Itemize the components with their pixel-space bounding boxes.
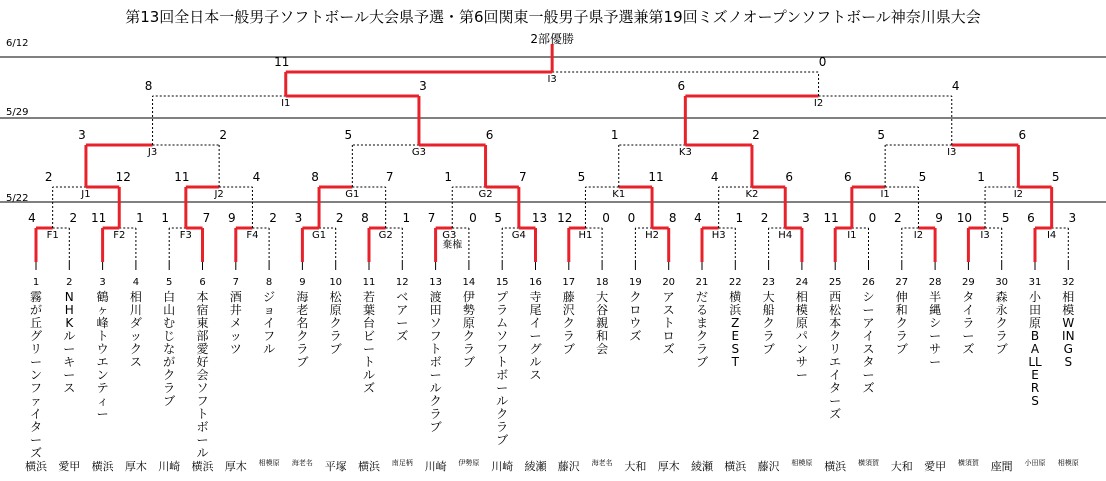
team-number: 28: [928, 277, 942, 288]
team-city: 横須賀: [858, 459, 879, 467]
team-entry: [29, 276, 43, 460]
team-number: 18: [595, 277, 609, 288]
team-name: 本宿東部愛好会ソフトボール: [196, 290, 209, 460]
game-label: G1: [345, 189, 360, 200]
team-name: 相模原パンサー: [795, 290, 808, 382]
game-label: J3: [147, 147, 158, 158]
team-name: だるまクラブ: [695, 290, 708, 369]
team-name: 大船クラブ: [762, 290, 775, 356]
team-number: 16: [529, 277, 542, 288]
score: 11: [90, 211, 107, 225]
team-number: 10: [329, 277, 343, 288]
team-city: 厚木: [657, 460, 680, 473]
team-city: 綾瀬: [691, 460, 713, 473]
score: 4: [252, 170, 261, 184]
score: 9: [227, 211, 236, 225]
game-label: G1: [311, 230, 327, 241]
team-name: 相模WINGS: [1062, 290, 1075, 369]
game-label: I4: [1046, 230, 1057, 241]
team-number: 29: [962, 277, 975, 288]
team-name: 大谷親和会: [596, 290, 609, 356]
team-entry: [329, 276, 343, 356]
team-number: 8: [265, 277, 273, 288]
score: 2: [219, 128, 227, 142]
score: 8: [144, 79, 153, 93]
team-city: 横浜: [724, 460, 747, 473]
team-number: 19: [629, 277, 642, 288]
score: 7: [427, 211, 436, 225]
score: 2: [69, 211, 78, 225]
team-name: 相川ダックス: [129, 290, 142, 369]
score: 5: [577, 170, 586, 184]
game-label: G4: [511, 230, 526, 241]
team-name: 白山むじながクラブ: [163, 290, 176, 408]
score: 3: [1068, 211, 1077, 225]
team-entry: [129, 276, 143, 369]
score: 4: [28, 211, 36, 225]
team-number: 30: [995, 277, 1009, 288]
game-label: K2: [745, 189, 759, 200]
team-entry: [1061, 276, 1075, 369]
score: 1: [402, 211, 411, 225]
score: 1: [444, 170, 453, 184]
team-name: 半縄シーサー: [929, 290, 942, 369]
score: 6: [1027, 211, 1035, 225]
score: 12: [115, 170, 131, 184]
team-entry: [295, 276, 309, 369]
game-label: I1: [880, 189, 890, 200]
score: 0: [818, 55, 827, 69]
team-city: 小田原: [1024, 459, 1046, 467]
team-number: 2: [66, 277, 73, 288]
score: 4: [710, 170, 719, 184]
team-city: 相模原: [791, 459, 813, 467]
score: 5: [918, 170, 927, 184]
team-entry: [795, 276, 809, 382]
team-name: 小田原BALLERS: [1028, 290, 1042, 408]
game-label: I2: [913, 230, 924, 241]
team-name: 森永クラブ: [995, 290, 1008, 356]
team-city: 平塚: [324, 460, 347, 473]
team-city: 厚木: [224, 460, 247, 473]
round-date: 5/22: [6, 193, 29, 204]
game-label: I2: [1013, 189, 1023, 200]
team-entry: [961, 276, 975, 356]
team-entry: [96, 276, 110, 421]
team-city: 南足柄: [391, 459, 413, 467]
score: 8: [311, 170, 319, 184]
team-name: クロウズ: [629, 290, 642, 343]
game-label: I3: [947, 147, 957, 158]
game-label: G3: [411, 147, 426, 158]
score: 0: [868, 211, 877, 225]
final-label: 2部優勝: [530, 32, 574, 46]
game-label: H2: [645, 230, 659, 241]
score: 11: [648, 170, 664, 184]
score: 3: [419, 79, 427, 93]
score: 0: [602, 211, 610, 225]
team-number: 20: [662, 277, 676, 288]
game-label: F1: [46, 230, 59, 241]
team-city: 座間: [990, 460, 1013, 473]
team-entry: [62, 276, 76, 395]
team-city: 横浜: [824, 460, 847, 473]
score: 0: [627, 211, 636, 225]
score: 8: [361, 211, 369, 225]
score: 4: [951, 79, 960, 93]
score: 7: [385, 170, 394, 184]
team-number: 5: [166, 277, 173, 288]
team-number: 3: [99, 277, 106, 288]
team-name: タイラーズ: [962, 290, 975, 356]
score: 9: [935, 211, 943, 225]
score: 5: [1051, 170, 1060, 184]
team-name: NHKルーキース: [63, 290, 76, 395]
score: 13: [531, 211, 548, 225]
team-number: 12: [395, 277, 409, 288]
team-entry: [662, 276, 676, 356]
team-number: 13: [429, 277, 442, 288]
team-number: 11: [362, 277, 376, 288]
team-city: 横須賀: [957, 459, 979, 467]
score: 5: [877, 128, 885, 142]
team-name: アストロズ: [662, 290, 675, 356]
score: 6: [1018, 128, 1027, 142]
team-city: 横浜: [91, 460, 114, 473]
team-entry: [828, 276, 842, 421]
game-label: H3: [711, 230, 726, 241]
team-name: 渡田ソフトボールクラブ: [429, 290, 442, 434]
team-city: 藤沢: [557, 460, 580, 473]
team-entry: [395, 276, 409, 343]
team-entry: [1028, 276, 1042, 408]
team-entry: [762, 276, 776, 356]
team-entry: [595, 276, 609, 356]
team-entry: [728, 276, 742, 369]
team-city: 大和: [890, 460, 913, 473]
team-name: 伸和クラブ: [895, 290, 908, 356]
team-number: 22: [728, 277, 742, 288]
score: 11: [174, 170, 190, 184]
score: 0: [469, 211, 477, 225]
score: 7: [519, 170, 527, 184]
score: 1: [136, 211, 144, 225]
team-number: 1: [32, 277, 40, 288]
team-entry: [928, 276, 942, 369]
score: 2: [760, 211, 769, 225]
team-entry: [362, 276, 376, 395]
team-entry: [462, 276, 476, 369]
team-city: 愛甲: [924, 460, 947, 473]
team-entry: [196, 276, 210, 460]
team-entry: [995, 276, 1009, 356]
score: 11: [274, 55, 290, 69]
team-name: 鶴ヶ峰トウエンティー: [96, 290, 109, 421]
team-name: 伊勢原クラブ: [462, 290, 475, 369]
team-city: 川崎: [491, 460, 514, 473]
game-label: I1: [281, 98, 291, 109]
score: 1: [610, 128, 619, 142]
score: 10: [956, 211, 973, 225]
team-city: 藤沢: [757, 460, 780, 473]
team-number: 21: [695, 277, 709, 288]
team-name: ベアーズ: [396, 290, 409, 343]
team-name: 若葉台ビートルズ: [362, 290, 375, 395]
team-entry: [628, 276, 642, 343]
score: 6: [677, 79, 686, 93]
team-city: 海老名: [591, 459, 613, 467]
team-city: 川崎: [158, 460, 181, 473]
page-title: 第13回全日本一般男子ソフトボール大会県予選・第6回関東一般男子県予選兼第19回ミズノオープンソフトボール神奈川県大会: [125, 8, 981, 26]
score: 2: [44, 170, 53, 184]
team-number: 26: [862, 277, 875, 288]
game-label: F2: [113, 230, 126, 241]
game-label: G3 棄権: [442, 230, 463, 251]
game-label: J1: [81, 189, 91, 200]
team-number: 25: [828, 277, 842, 288]
score: 5: [494, 211, 503, 225]
team-city: 愛甲: [58, 460, 81, 473]
score: 2: [893, 211, 902, 225]
game-label: G2: [378, 230, 393, 241]
team-name: ジョイフル: [263, 290, 276, 356]
team-number: 6: [199, 277, 206, 288]
team-entry: [495, 276, 509, 447]
round-date: 5/29: [6, 107, 29, 118]
game-label: I2: [813, 98, 824, 109]
score: 8: [668, 211, 677, 225]
game-label: H1: [578, 230, 593, 241]
team-city: 横浜: [25, 460, 47, 473]
score: 2: [752, 128, 760, 142]
team-number: 7: [232, 277, 239, 288]
team-city: 海老名: [291, 459, 313, 467]
team-name: 酒井メッツ: [229, 290, 242, 356]
score: 7: [202, 211, 211, 225]
team-number: 15: [495, 277, 509, 288]
team-entry: [529, 276, 543, 382]
team-name: 霧が丘グリーンファイターズ: [29, 290, 42, 460]
team-city: 横浜: [358, 460, 380, 473]
score: 2: [335, 211, 344, 225]
team-name: 横浜ZEST: [729, 290, 742, 369]
round-date: 6/12: [6, 38, 29, 49]
team-city: 相模原: [1057, 459, 1079, 467]
score: 6: [785, 170, 794, 184]
score: 2: [269, 211, 277, 225]
team-name: プラムソフトボールクラブ: [496, 290, 509, 447]
team-name: シーアイスターズ: [862, 290, 875, 395]
game-label: I3: [980, 230, 990, 241]
score: 4: [694, 211, 702, 225]
team-city: 伊勢原: [458, 459, 480, 467]
team-number: 27: [895, 277, 909, 288]
game-label: K3: [678, 147, 692, 158]
team-number: 17: [562, 277, 576, 288]
game-label: H4: [778, 230, 793, 241]
team-city: 大和: [624, 460, 647, 473]
team-entry: [229, 276, 243, 356]
team-city: 横浜: [191, 460, 214, 473]
team-entry: [429, 276, 443, 434]
score: 1: [977, 170, 985, 184]
game-label: G2: [478, 189, 493, 200]
score: 1: [735, 211, 744, 225]
team-name: 藤沢クラブ: [562, 290, 575, 356]
team-city: 綾瀬: [524, 460, 547, 473]
score: 11: [823, 211, 839, 225]
team-name: 西松本クリエイターズ: [829, 290, 842, 421]
team-number: 24: [795, 277, 809, 288]
score: 12: [557, 211, 573, 225]
team-name: 寺尾イーグルス: [529, 290, 542, 382]
game-label: J2: [214, 189, 224, 200]
score: 6: [485, 128, 494, 142]
team-entry: [895, 276, 909, 356]
team-number: 4: [132, 277, 140, 288]
game-label: I1: [847, 230, 857, 241]
score: 3: [294, 211, 303, 225]
team-number: 31: [1028, 277, 1042, 288]
game-label: K1: [612, 189, 626, 200]
team-entry: [162, 276, 176, 408]
score: 1: [161, 211, 170, 225]
team-entry: [562, 276, 576, 356]
game-label: I3: [547, 74, 557, 85]
team-city: 川崎: [424, 460, 447, 473]
team-name: 松原クラブ: [329, 290, 342, 356]
game-label: F4: [246, 230, 259, 241]
score: 3: [78, 128, 86, 142]
game-label: F3: [179, 230, 192, 241]
score: 5: [344, 128, 353, 142]
team-name: 海老名クラブ: [296, 290, 309, 369]
score: 3: [802, 211, 810, 225]
team-entry: [262, 276, 276, 356]
team-entry: [695, 276, 709, 369]
score: 6: [844, 170, 852, 184]
team-number: 23: [762, 277, 775, 288]
team-number: 32: [1061, 277, 1075, 288]
team-entry: [862, 276, 876, 395]
team-number: 9: [299, 277, 306, 288]
score: 5: [1001, 211, 1010, 225]
team-number: 14: [462, 277, 476, 288]
team-city: 厚木: [124, 460, 147, 473]
team-city: 相模原: [258, 459, 280, 467]
